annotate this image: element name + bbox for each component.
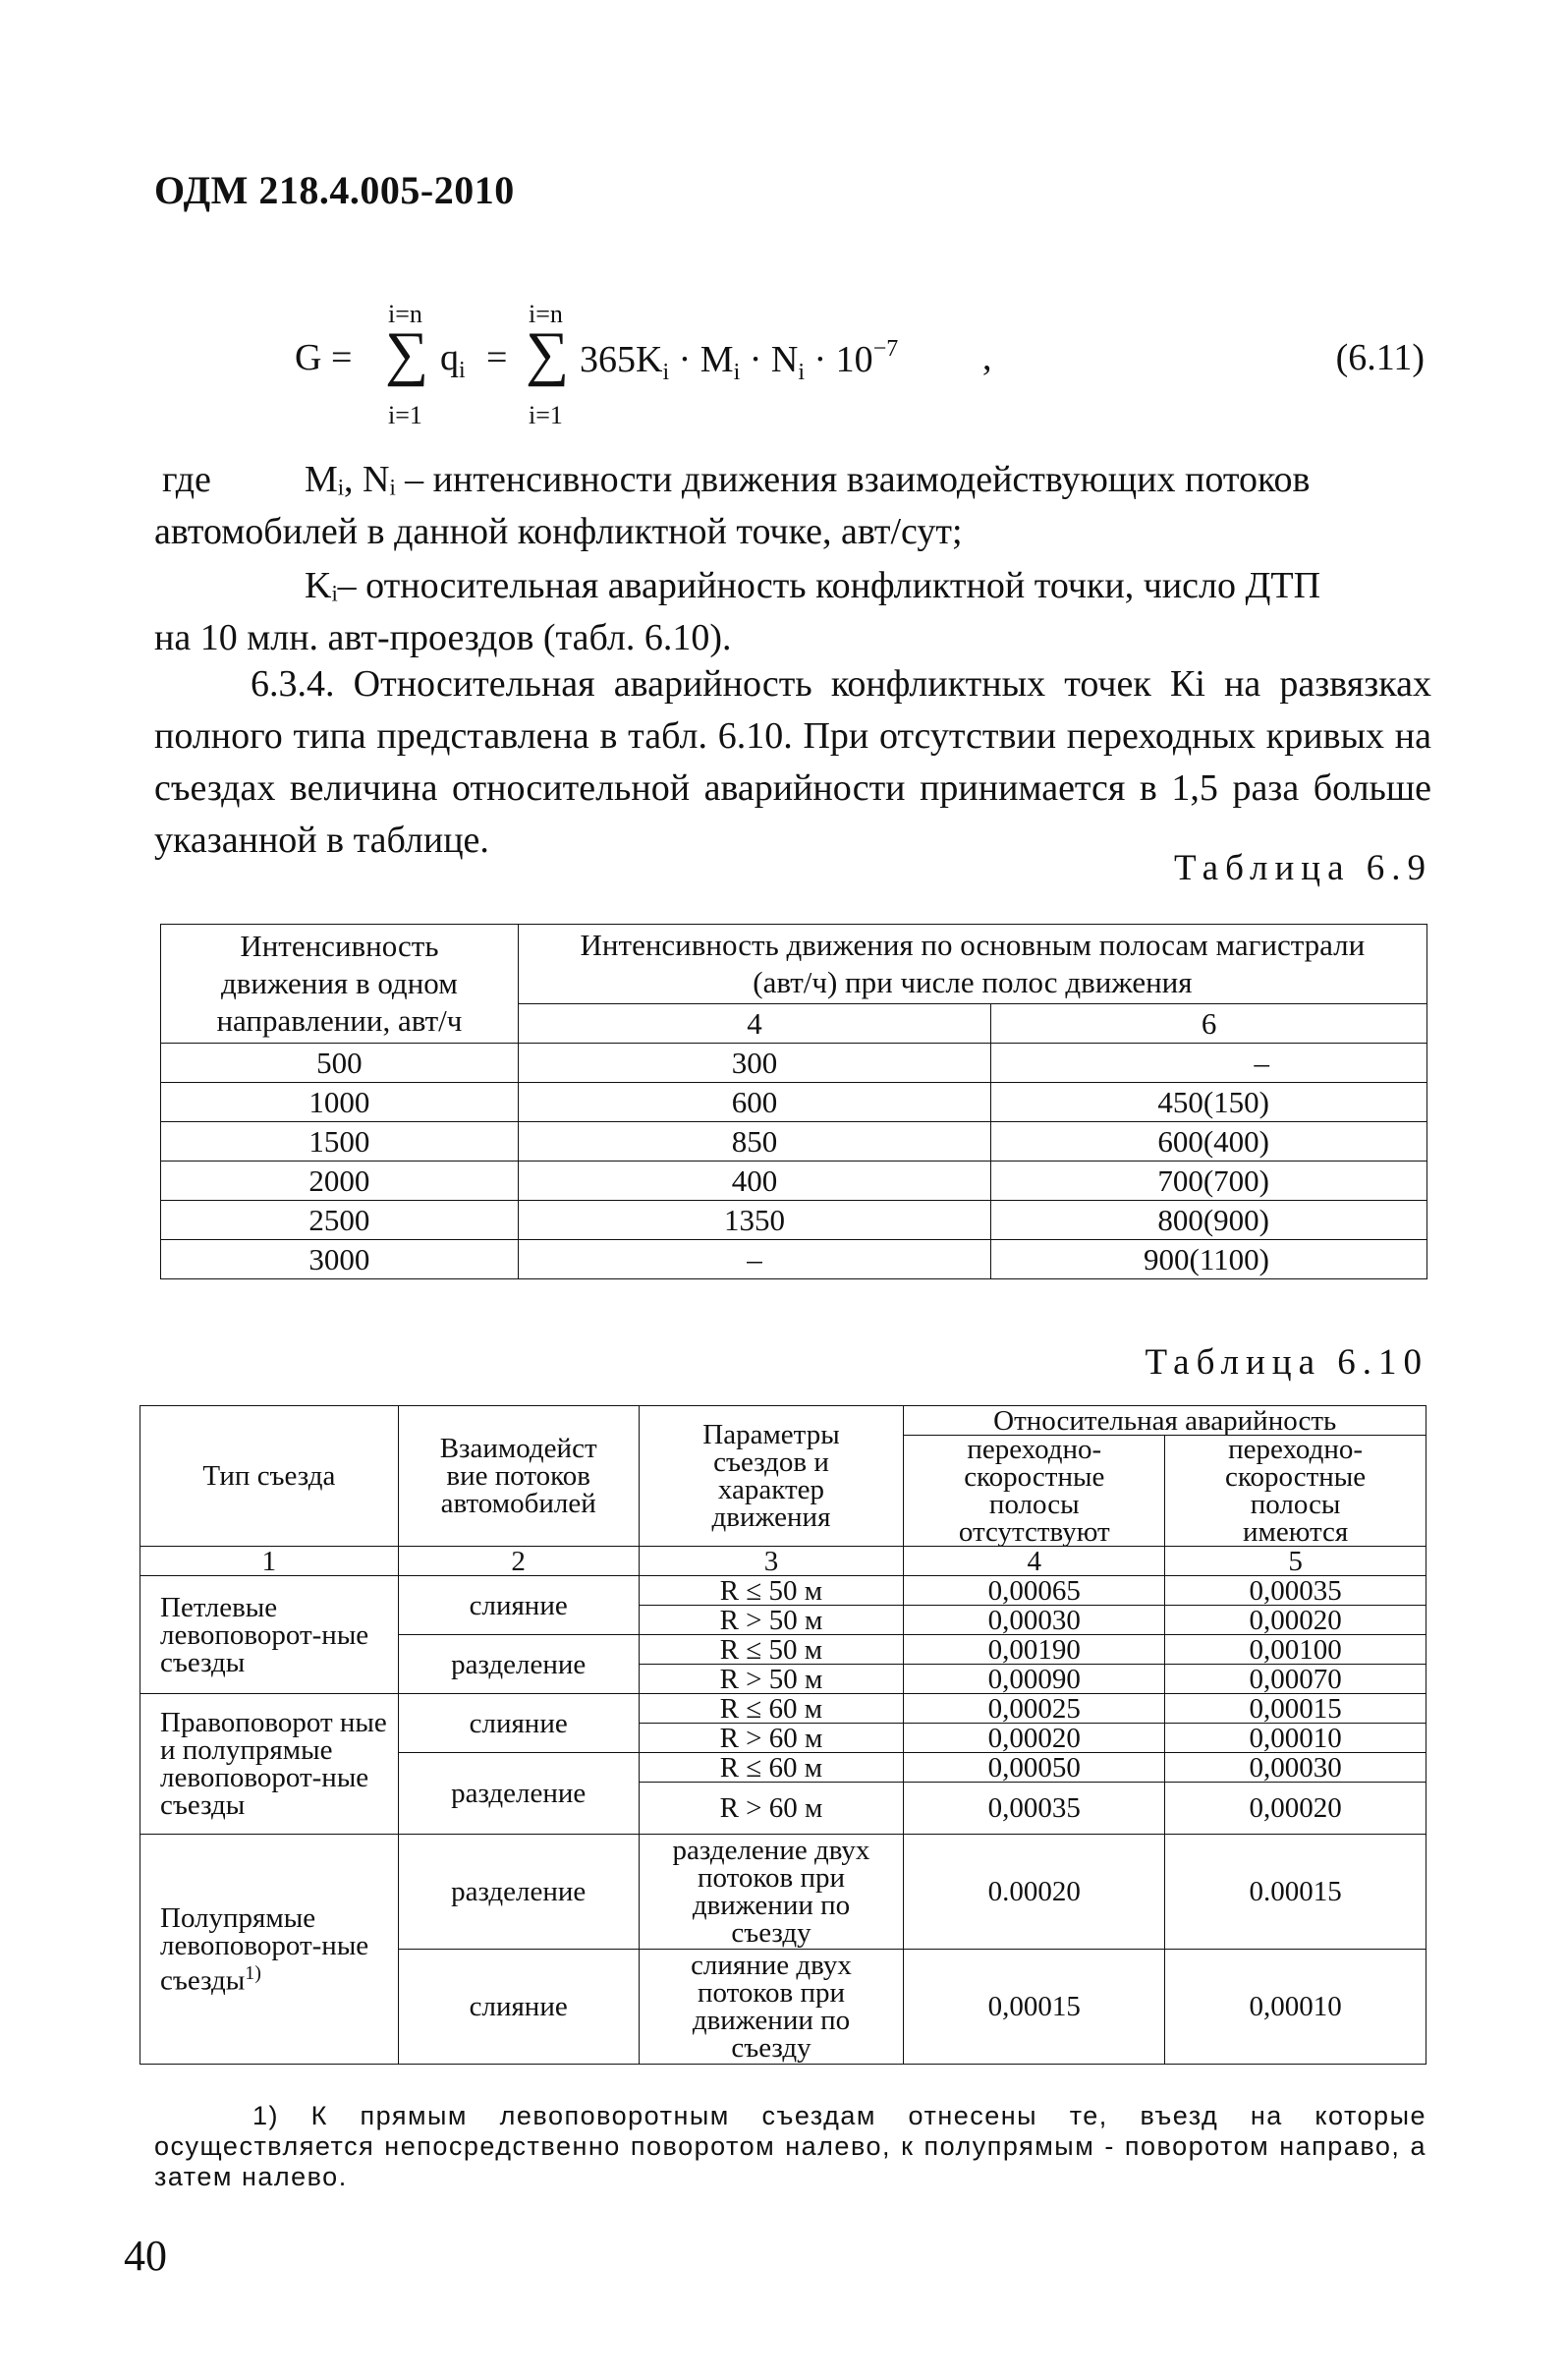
paragraph-6-3-4: 6.3.4. Относительная аварийность конфликтных точек Кi на развязках полного типа представлена в табл. 6.10. При отсутствии переходных кривых на съездах величина относительной аварийности принимается в 1,5 раза больше указанной в таблице. [154,663,1431,861]
sum2-symbol: ∑ [526,320,570,387]
table-cell: 0,00065 [904,1576,1165,1606]
table-cell: 0,00100 [1165,1635,1426,1665]
table-cell: 300 [518,1044,990,1083]
t610-type-loop: Петлевые левоповорот-ные съезды [140,1576,399,1694]
t69-header-intensity: Интенсивность движения в одном направлении, авт/ч [161,925,519,1044]
table-row [161,1162,1427,1201]
definition-m-n: Mᵢ, Nᵢ – интенсивности движения взаимодействующих потоков [305,459,1311,500]
table-cell: 1350 [518,1201,990,1240]
t610-header-no-lanes: переходно-скоростные полосы отсутствуют [904,1436,1165,1547]
t610-header-type: Тип съезда [140,1406,399,1547]
definition-m-n-cont: автомобилей в данной конфликтной точке, авт/сут; [154,511,963,552]
table-cell: R > 50 м [639,1606,904,1635]
table-cell: слияние двух потоков при движении по съезду [639,1950,904,2065]
formula-lhs: G = [295,337,353,378]
table-row [161,1044,1427,1083]
table-cell: 0,00090 [904,1665,1165,1694]
table-row [161,1201,1427,1240]
table-cell: 0,00015 [904,1950,1165,2065]
table-cell: 850 [518,1122,990,1162]
table-cell: 2000 [161,1162,519,1201]
table-cell: R ≤ 50 м [639,1635,904,1665]
t610-header-relative-accident: Относительная аварийность [904,1406,1426,1436]
table-cell: 0,00020 [1165,1606,1426,1635]
table-cell: 0,00025 [904,1694,1165,1724]
table-cell: 1 [140,1547,399,1576]
table-cell: 0,00190 [904,1635,1165,1665]
table-cell: 2500 [161,1201,519,1240]
document-code: ОДМ 218.4.005-2010 [154,168,515,212]
footnote: 1) К прямым левоповоротным съездам отнесены те, въезд на которые осуществляется непосредственно поворотом налево, к полупрямым - поворотом направо, а затем налево. [154,2101,1426,2191]
t610-header-params: Параметры съездов и характер движения [639,1406,904,1547]
sum2-lower-limit: i=1 [529,401,563,429]
table-cell: 0,00050 [904,1753,1165,1783]
sum1-lower-limit: i=1 [388,401,422,429]
table-6-9-caption: Таблица 6.9 [1174,848,1432,888]
table-cell: разделение двух потоков при движении по съезду [639,1835,904,1950]
table-row [140,1835,1426,1950]
table-row [161,1122,1427,1162]
table-cell: слияние [398,1694,639,1753]
table-cell: 900(1100) [991,1240,1427,1279]
table-cell: слияние [398,1950,639,2065]
table-6-9 [160,924,1427,1279]
table-cell: R > 60 м [639,1783,904,1835]
table-cell: слияние [398,1576,639,1635]
table-cell: 450(150) [991,1083,1427,1122]
table-cell: 1500 [161,1122,519,1162]
table-cell: R > 50 м [639,1665,904,1694]
table-cell: R ≤ 50 м [639,1576,904,1606]
table-cell: 0,00030 [1165,1753,1426,1783]
table-cell: 5 [1165,1547,1426,1576]
table-cell: 1000 [161,1083,519,1122]
table-cell: 2 [398,1547,639,1576]
t69-header-main-lanes: Интенсивность движения по основным полосам магистрали (авт/ч) при числе полос движения [518,925,1426,1004]
formula-number: (6.11) [1335,337,1425,378]
sum1-upper-limit: i=n [388,300,422,328]
table-row [140,1576,1426,1606]
table-cell: R ≤ 60 м [639,1753,904,1783]
table-cell: 3 [639,1547,904,1576]
formula-equals: = [486,337,508,378]
table-cell: 0,00035 [904,1783,1165,1835]
t69-header-lanes-6: 6 [991,1004,1427,1044]
table-cell: 0.00015 [1165,1835,1426,1950]
table-cell: R > 60 м [639,1724,904,1753]
table-cell: разделение [398,1753,639,1835]
formula-rhs: $365K_i \cdot M_i \cdot N_i \cdot 10^{-7}$ [580,336,899,385]
table-cell: 0,00035 [1165,1576,1426,1606]
table-cell: 500 [161,1044,519,1083]
table-cell: 700(700) [991,1162,1427,1201]
where-label: где [162,459,211,500]
table-cell: – [991,1044,1427,1083]
table-6-10 [140,1405,1426,2065]
table-cell: 0,00015 [1165,1694,1426,1724]
definition-k: Kᵢ– относительная аварийность конфликтной точки, число ДТП [305,565,1321,606]
t610-type-semi-direct: Полупрямые левоповорот-ные съезды$^{1)}$ [140,1835,399,2065]
table-cell: 0,00010 [1165,1724,1426,1753]
table-cell: 400 [518,1162,990,1201]
table-cell: 0,00070 [1165,1665,1426,1694]
table-cell: 0.00020 [904,1835,1165,1950]
sum1-symbol: ∑ [385,320,429,387]
table-6-10-caption: Таблица 6.10 [1145,1342,1428,1383]
formula-term-q: $q_i$ [440,337,466,383]
table-cell: 800(900) [991,1201,1427,1240]
t610-header-interaction: Взаимодейст вие потоков автомобилей [398,1406,639,1547]
t69-header-lanes-4: 4 [518,1004,990,1044]
t610-column-numbers [140,1547,1426,1576]
table-cell: 600 [518,1083,990,1122]
table-row [161,1083,1427,1122]
t610-type-right-turn: Правоповорот ные и полупрямые левоповорот-ные съезды [140,1694,399,1835]
table-cell: 4 [904,1547,1165,1576]
t610-header-with-lanes: переходно-скоростные полосы имеются [1165,1436,1426,1547]
definition-k-cont: на 10 млн. авт-проездов (табл. 6.10). [154,617,732,658]
table-cell: 600(400) [991,1122,1427,1162]
formula-comma: , [982,337,992,378]
table-cell: – [518,1240,990,1279]
table-cell: 0,00030 [904,1606,1165,1635]
page-number: 40 [124,2232,167,2280]
table-cell: 0,00020 [1165,1783,1426,1835]
table-cell: разделение [398,1635,639,1694]
formula-6-11 [295,300,1425,437]
table-row [140,1694,1426,1724]
table-cell: 0,00020 [904,1724,1165,1753]
sum2-upper-limit: i=n [529,300,563,328]
table-cell: R ≤ 60 м [639,1694,904,1724]
table-row [161,1240,1427,1279]
table-cell: 3000 [161,1240,519,1279]
table-cell: разделение [398,1835,639,1950]
table-cell: 0,00010 [1165,1950,1426,2065]
